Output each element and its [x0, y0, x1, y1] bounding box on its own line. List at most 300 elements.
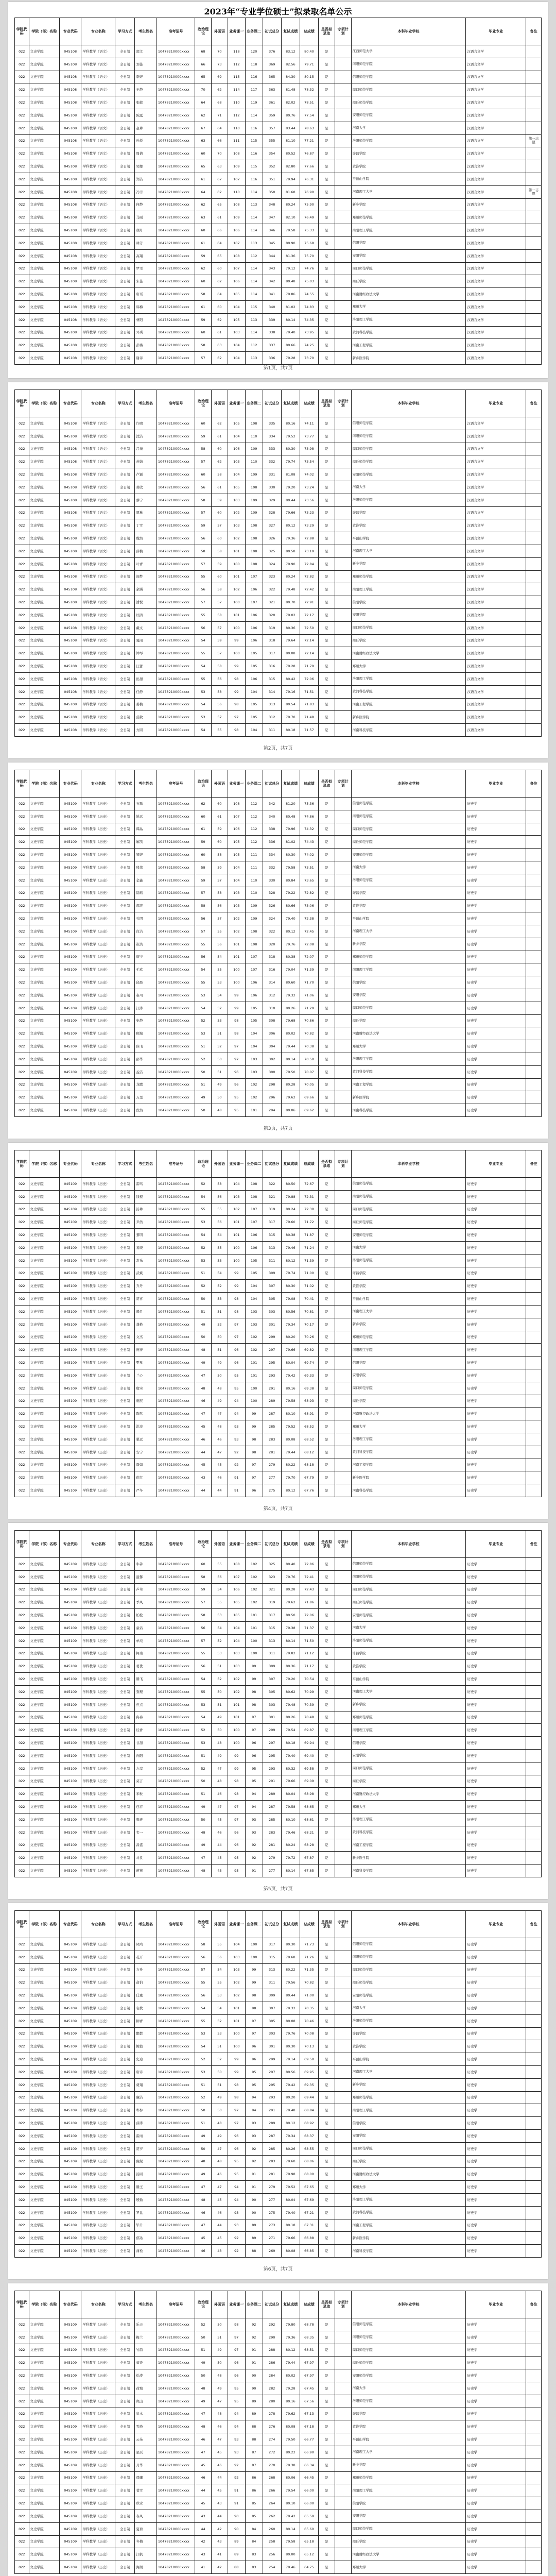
- table-cell: 历史学: [466, 2155, 526, 2168]
- table-cell: 79.60: [281, 1216, 300, 1229]
- page-footer-3: 第3页，共7页: [263, 1126, 293, 1131]
- table-row: [15, 698, 542, 711]
- table-cell: 全日制: [115, 2065, 135, 2078]
- table-cell: 95: [228, 2168, 245, 2181]
- table-cell: 045108: [60, 109, 81, 122]
- table-cell: 文史学院: [29, 1989, 59, 2002]
- table-cell: 文史学院: [29, 1673, 59, 1686]
- table-cell: 80.54: [281, 698, 300, 711]
- table-cell: 57: [195, 455, 212, 468]
- table-cell: 全日制: [115, 925, 135, 938]
- table-cell: [335, 1433, 351, 1446]
- table-cell: 103: [245, 1305, 263, 1318]
- table-cell: 108: [245, 481, 263, 494]
- column-header: 业务课二: [245, 1911, 263, 1938]
- table-cell: 文史学院: [29, 443, 59, 455]
- table-cell: 49: [195, 1318, 212, 1331]
- table-cell: 柯南: [135, 1647, 157, 1660]
- column-header: 学院代码: [15, 2291, 29, 2318]
- table-cell: 文史学院: [29, 557, 59, 570]
- table-cell: 全日制: [115, 1241, 135, 1254]
- table-cell: 文史学院: [29, 1813, 59, 1826]
- table-cell: 10478210000xxxx: [157, 810, 195, 823]
- table-cell: 101: [228, 1229, 245, 1242]
- table-cell: 68.51: [300, 2344, 318, 2357]
- table-cell: 是: [318, 1241, 335, 1254]
- table-cell: 全日制: [115, 2522, 135, 2535]
- table-cell: [335, 2446, 351, 2459]
- table-cell: 70.54: [300, 1673, 318, 1686]
- table-cell: 10478210000xxxx: [157, 925, 195, 938]
- table-cell: 69.44: [300, 2091, 318, 2104]
- column-header: 学院（部）名称: [29, 770, 59, 798]
- table-cell: [335, 2561, 351, 2574]
- column-header: 外国语: [211, 390, 228, 417]
- table-cell: 80.22: [281, 2446, 300, 2459]
- column-header: 外国语: [211, 1911, 228, 1938]
- table-cell: 全日制: [115, 621, 135, 634]
- table-cell: 是: [318, 1660, 335, 1673]
- table-cell: 80.70: [281, 596, 300, 609]
- table-header-row: [15, 18, 542, 45]
- table-cell: 59: [195, 430, 212, 443]
- table-cell: 文史学院: [29, 660, 59, 673]
- table-row: [15, 660, 542, 673]
- table-cell: 79.32: [281, 989, 300, 1002]
- table-cell: 343: [263, 262, 281, 275]
- table-cell: 10478210000xxxx: [157, 2232, 195, 2245]
- table-cell: 历史学: [466, 1951, 526, 1963]
- table-cell: 81.48: [281, 83, 300, 96]
- table-cell: 历史学: [466, 1014, 526, 1027]
- table-cell: 文史学院: [29, 1053, 59, 1065]
- column-header: 专业代码: [60, 1911, 81, 1938]
- table-cell: [335, 1408, 351, 1420]
- table-cell: 54: [195, 963, 212, 976]
- table-cell: 是: [318, 443, 335, 455]
- table-cell: 295: [263, 2078, 281, 2091]
- table-cell: 022: [15, 545, 29, 557]
- table-cell: 洛阳师范学院: [351, 494, 466, 506]
- table-cell: 045109: [60, 2331, 81, 2344]
- table-cell: 史静: [135, 1014, 157, 1027]
- table-cell: [526, 236, 542, 249]
- table-cell: 全日制: [115, 1711, 135, 1724]
- table-cell: 72.88: [300, 532, 318, 545]
- table-cell: 322: [263, 583, 281, 596]
- table-row: [15, 887, 542, 900]
- table-row: [15, 1091, 542, 1104]
- table-cell: 郑洁: [135, 173, 157, 185]
- column-header: 备注: [526, 770, 542, 798]
- table-cell: [335, 1104, 351, 1117]
- table-cell: 57: [211, 647, 228, 660]
- table-cell: [526, 2318, 542, 2331]
- table-cell: 学科教学（历史）: [81, 849, 115, 861]
- table-cell: 330: [263, 874, 281, 887]
- table-cell: [335, 109, 351, 122]
- table-cell: 10478210000xxxx: [157, 2433, 195, 2446]
- table-cell: 学科教学（语文）: [81, 134, 115, 147]
- column-header: 学院（部）名称: [29, 1531, 59, 1558]
- table-cell: 95: [228, 2382, 245, 2395]
- table-cell: 全日制: [115, 1570, 135, 1583]
- column-header: 毕业专业: [466, 2291, 526, 2318]
- table-row: [15, 1737, 542, 1750]
- table-cell: [526, 2181, 542, 2194]
- column-header: 复试成绩: [281, 2291, 300, 2318]
- table-cell: 100: [228, 976, 245, 989]
- table-cell: 045109: [60, 2219, 81, 2232]
- table-cell: 71.26: [300, 1951, 318, 1963]
- table-cell: [335, 2369, 351, 2382]
- table-row: [15, 2078, 542, 2091]
- table-cell: 299: [263, 1724, 281, 1737]
- table-cell: 43: [211, 2535, 228, 2548]
- document-page-3: [8, 762, 548, 1139]
- table-cell: 022: [15, 147, 29, 160]
- column-header: 是否拟录取: [318, 2291, 335, 2318]
- table-row: [15, 1420, 542, 1433]
- table-cell: 275: [263, 1484, 281, 1497]
- table-cell: 022: [15, 275, 29, 288]
- table-cell: 80.20: [281, 2091, 300, 2104]
- table-cell: 022: [15, 1471, 29, 1484]
- table-row: [15, 1241, 542, 1254]
- table-cell: 022: [15, 1660, 29, 1673]
- table-cell: 许昌学院: [351, 147, 466, 160]
- table-cell: 10478210000xxxx: [157, 417, 195, 430]
- table-cell: 48: [211, 2155, 228, 2168]
- table-cell: 信阳师范学院: [351, 1178, 466, 1191]
- table-cell: 101: [245, 1369, 263, 1382]
- column-header: 复试成绩: [281, 1150, 300, 1178]
- table-cell: 68: [211, 96, 228, 109]
- table-cell: [335, 1027, 351, 1040]
- table-cell: 92: [228, 1446, 245, 1459]
- table-cell: 河南科技学院: [351, 1865, 466, 1877]
- table-cell: 是: [318, 211, 335, 224]
- document-page-2: [8, 382, 548, 758]
- table-cell: 历史学: [466, 887, 526, 900]
- table-cell: 115: [245, 300, 263, 313]
- table-cell: 315: [263, 1229, 281, 1242]
- table-cell: 石磊: [135, 798, 157, 810]
- table-cell: 郑州大学: [351, 660, 466, 673]
- table-cell: [335, 2129, 351, 2142]
- table-cell: [335, 1254, 351, 1267]
- table-cell: 文史学院: [29, 185, 59, 198]
- table-cell: [526, 2232, 542, 2245]
- table-cell: 全日制: [115, 1408, 135, 1420]
- table-cell: 52: [195, 1241, 212, 1254]
- table-cell: 67.79: [300, 1471, 318, 1484]
- table-cell: 65.59: [300, 2510, 318, 2522]
- table-cell: 全日制: [115, 1698, 135, 1711]
- table-cell: 是: [318, 1583, 335, 1596]
- table-row: [15, 798, 542, 810]
- table-cell: 是: [318, 96, 335, 109]
- table-cell: 45: [211, 2232, 228, 2245]
- table-cell: 全日制: [115, 1178, 135, 1191]
- table-cell: 022: [15, 1331, 29, 1344]
- table-cell: 022: [15, 1621, 29, 1634]
- table-cell: 73.98: [300, 443, 318, 455]
- table-cell: 文史学院: [29, 1737, 59, 1750]
- table-cell: 47: [195, 2181, 212, 2194]
- table-cell: 54: [195, 724, 212, 737]
- table-row: [15, 938, 542, 951]
- table-cell: 全日制: [115, 1382, 135, 1395]
- table-cell: 历史学: [466, 2459, 526, 2471]
- table-cell: 全日制: [115, 2117, 135, 2130]
- table-cell: 河南大学: [351, 122, 466, 134]
- table-cell: 75.90: [300, 198, 318, 211]
- table-cell: 61: [195, 300, 212, 313]
- table-cell: 文史学院: [29, 160, 59, 173]
- table-cell: 文史学院: [29, 912, 59, 925]
- table-cell: 92: [228, 2459, 245, 2471]
- table-cell: [335, 557, 351, 570]
- table-cell: 93: [245, 1813, 263, 1826]
- table-cell: 045109: [60, 2104, 81, 2117]
- table-cell: 94: [245, 1801, 263, 1814]
- table-cell: 47: [211, 1801, 228, 1814]
- table-cell: 是: [318, 198, 335, 211]
- table-cell: 59: [195, 1583, 212, 1596]
- table-cell: 是: [318, 951, 335, 963]
- table-cell: 文史学院: [29, 849, 59, 861]
- table-cell: 99: [228, 1762, 245, 1775]
- table-cell: 93: [228, 2206, 245, 2219]
- table-cell: 045108: [60, 545, 81, 557]
- table-cell: 文史学院: [29, 836, 59, 849]
- table-cell: 69.33: [300, 1369, 318, 1382]
- table-cell: 045109: [60, 1737, 81, 1750]
- table-cell: 022: [15, 160, 29, 173]
- table-cell: [526, 2142, 542, 2155]
- table-cell: 022: [15, 2219, 29, 2232]
- table-cell: 305: [263, 1293, 281, 1306]
- table-cell: 周口师范学院: [351, 621, 466, 634]
- table-row: [15, 1762, 542, 1775]
- table-cell: [526, 173, 542, 185]
- admission-table-page-6: [14, 1910, 542, 2258]
- table-cell: 河南理工大学: [351, 545, 466, 557]
- table-cell: 72.82: [300, 570, 318, 583]
- table-cell: 10478210000xxxx: [157, 1091, 195, 1104]
- table-cell: 尹浩: [135, 1216, 157, 1229]
- table-cell: [526, 1685, 542, 1698]
- table-cell: 10478210000xxxx: [157, 1826, 195, 1839]
- table-cell: 许昌学院: [351, 1267, 466, 1280]
- table-cell: [526, 2344, 542, 2357]
- table-cell: 汉语言文学: [466, 326, 526, 339]
- table-cell: 历史学: [466, 2357, 526, 2369]
- table-cell: 320: [263, 938, 281, 951]
- table-cell: 46: [211, 2459, 228, 2471]
- table-cell: 045109: [60, 1229, 81, 1242]
- table-cell: 河南大学: [351, 1241, 466, 1254]
- table-cell: 南阳理工学院: [351, 963, 466, 976]
- table-cell: 俞伯: [135, 1976, 157, 1989]
- table-cell: 马丽: [135, 211, 157, 224]
- table-row: [15, 2117, 542, 2130]
- table-cell: 贺喜: [135, 1293, 157, 1306]
- table-cell: 314: [263, 685, 281, 698]
- table-cell: 武斌: [135, 1267, 157, 1280]
- table-cell: 95: [228, 1369, 245, 1382]
- table-cell: 全日制: [115, 1737, 135, 1750]
- table-cell: 045108: [60, 672, 81, 685]
- table-cell: 79.12: [281, 262, 300, 275]
- table-cell: 58: [211, 608, 228, 621]
- table-cell: [335, 1813, 351, 1826]
- table-cell: 历史学: [466, 2129, 526, 2142]
- table-cell: 学科教学（历史）: [81, 1865, 115, 1877]
- table-cell: [335, 2510, 351, 2522]
- table-cell: 116: [245, 147, 263, 160]
- table-cell: 郑州师范学院: [351, 951, 466, 963]
- table-cell: 340: [263, 810, 281, 823]
- table-cell: 045109: [60, 900, 81, 912]
- table-cell: 汉语言文学: [466, 313, 526, 326]
- table-cell: 98: [245, 1989, 263, 2002]
- table-cell: 107: [245, 1216, 263, 1229]
- table-cell: 045109: [60, 2129, 81, 2142]
- table-cell: 50: [195, 1293, 212, 1306]
- table-cell: 54: [211, 1583, 228, 1596]
- table-cell: 翟远: [135, 1433, 157, 1446]
- table-cell: [526, 2053, 542, 2066]
- table-cell: 10478210000xxxx: [157, 1749, 195, 1762]
- table-cell: 50: [211, 2318, 228, 2331]
- table-cell: 学科教学（历史）: [81, 2027, 115, 2040]
- table-cell: [526, 951, 542, 963]
- table-cell: 59: [211, 823, 228, 836]
- table-cell: 全日制: [115, 912, 135, 925]
- table-cell: 全日制: [115, 2104, 135, 2117]
- page-footer-2: 第2页，共7页: [263, 746, 293, 751]
- table-cell: 79.28: [281, 2382, 300, 2395]
- table-cell: 67.65: [300, 2181, 318, 2194]
- column-header: 外国语: [211, 18, 228, 45]
- table-cell: 045109: [60, 1254, 81, 1267]
- table-cell: [526, 1583, 542, 1596]
- table-cell: 文史学院: [29, 2014, 59, 2027]
- table-cell: 是: [318, 326, 335, 339]
- column-header: 专业代码: [60, 390, 81, 417]
- table-cell: 毕升: [135, 2219, 157, 2232]
- table-cell: 历史学: [466, 2510, 526, 2522]
- table-cell: 045109: [60, 861, 81, 874]
- table-cell: 98: [245, 1446, 263, 1459]
- table-cell: 全日制: [115, 1621, 135, 1634]
- table-cell: [335, 874, 351, 887]
- table-cell: 277: [263, 1471, 281, 1484]
- table-cell: 学科教学（历史）: [81, 1839, 115, 1852]
- table-cell: 045109: [60, 1027, 81, 1040]
- table-cell: 100: [228, 557, 245, 570]
- table-cell: 045109: [60, 1951, 81, 1963]
- table-cell: 学科教学（语文）: [81, 262, 115, 275]
- table-cell: 70: [211, 45, 228, 58]
- table-cell: 10478210000xxxx: [157, 1318, 195, 1331]
- table-cell: 全日制: [115, 570, 135, 583]
- table-cell: 118: [228, 45, 245, 58]
- table-cell: 76.90: [300, 185, 318, 198]
- table-cell: 90: [245, 2382, 263, 2395]
- table-cell: 96: [228, 2129, 245, 2142]
- table-cell: 72.43: [300, 1583, 318, 1596]
- table-cell: 是: [318, 2002, 335, 2014]
- table-cell: 71.37: [300, 1621, 318, 1634]
- table-cell: 303: [263, 1305, 281, 1318]
- table-cell: 是: [318, 173, 335, 185]
- table-cell: 325: [263, 1558, 281, 1571]
- table-cell: 贺岁: [135, 2142, 157, 2155]
- column-header: 学院（部）名称: [29, 390, 59, 417]
- table-cell: 98: [245, 1698, 263, 1711]
- table-cell: 293: [263, 2091, 281, 2104]
- table-cell: 105: [228, 849, 245, 861]
- table-cell: 全日制: [115, 468, 135, 481]
- table-cell: 94: [228, 2181, 245, 2194]
- table-cell: 103: [228, 887, 245, 900]
- table-cell: 学科教学（历史）: [81, 1216, 115, 1229]
- table-row: [15, 96, 542, 109]
- table-cell: 89: [245, 2395, 263, 2408]
- table-cell: 112: [245, 823, 263, 836]
- table-cell: 商丘学院: [351, 1775, 466, 1788]
- table-cell: 文史学院: [29, 352, 59, 365]
- table-cell: 045109: [60, 1369, 81, 1382]
- table-cell: 秋水: [135, 2497, 157, 2510]
- table-cell: 文史学院: [29, 1318, 59, 1331]
- table-cell: 安阳学院: [351, 1749, 466, 1762]
- table-row: [15, 519, 542, 532]
- table-cell: 学科教学（历史）: [81, 1621, 115, 1634]
- table-cell: 学科教学（历史）: [81, 1762, 115, 1775]
- table-row: [15, 1711, 542, 1724]
- table-cell: 万里: [135, 1091, 157, 1104]
- table-cell: 79.86: [281, 288, 300, 301]
- table-cell: 022: [15, 2245, 29, 2258]
- table-cell: 是: [318, 2091, 335, 2104]
- table-cell: 45: [195, 1459, 212, 1471]
- table-row: [15, 1724, 542, 1737]
- table-cell: 022: [15, 198, 29, 211]
- table-cell: 80.84: [281, 874, 300, 887]
- table-cell: 49: [195, 1091, 212, 1104]
- table-cell: 328: [263, 506, 281, 519]
- table-cell: [335, 1395, 351, 1408]
- table-cell: 10478210000xxxx: [157, 1027, 195, 1040]
- table-cell: 文史学院: [29, 1647, 59, 1660]
- table-cell: 045109: [60, 1267, 81, 1280]
- table-cell: 学科教学（历史）: [81, 2535, 115, 2548]
- table-cell: 49: [211, 2382, 228, 2395]
- table-cell: 045109: [60, 1459, 81, 1471]
- table-cell: 88: [245, 2245, 263, 2258]
- table-cell: 045108: [60, 724, 81, 737]
- table-cell: 022: [15, 1203, 29, 1216]
- admission-table-page-2: [14, 389, 542, 737]
- table-cell: 全日制: [115, 976, 135, 989]
- table-cell: 110: [228, 96, 245, 109]
- table-cell: 10478210000xxxx: [157, 1963, 195, 1976]
- table-cell: 67: [211, 173, 228, 185]
